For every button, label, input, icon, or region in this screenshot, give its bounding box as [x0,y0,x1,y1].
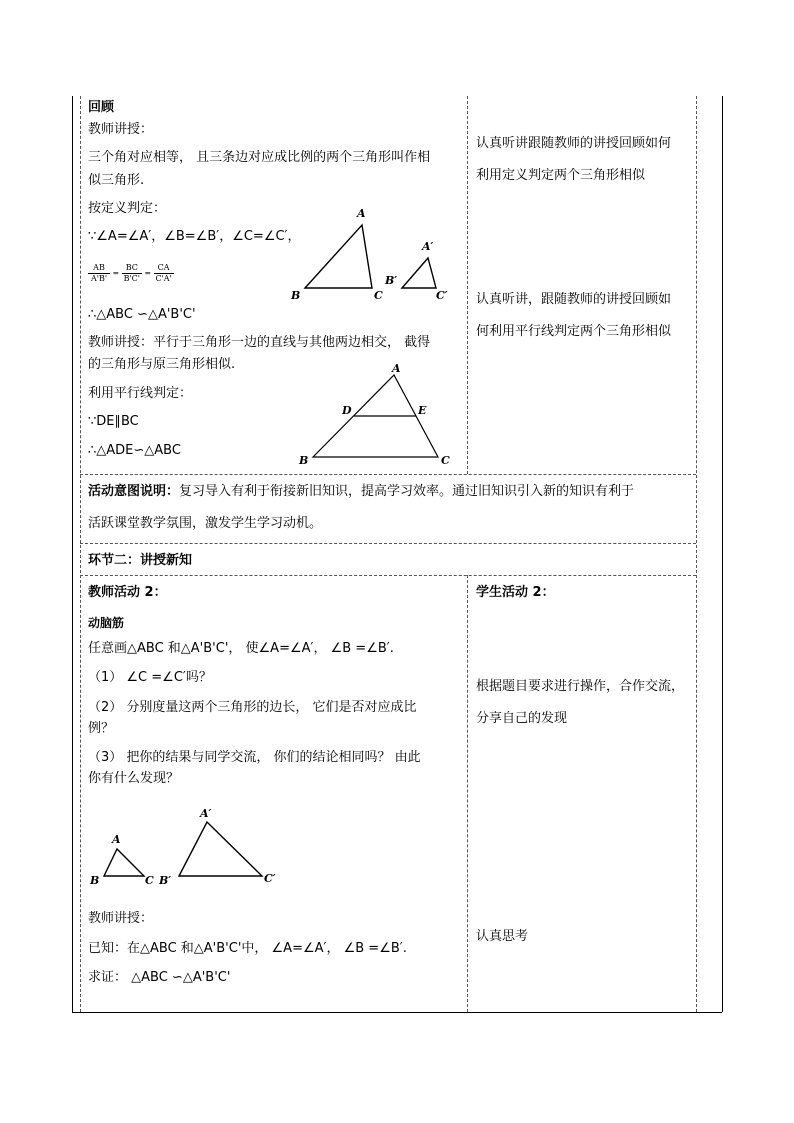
student-activity-2-header: 学生活动 2： [476,585,555,600]
student-review-2-line-1: 认真听讲，跟随教师的讲授回顾如 [476,292,672,307]
activity-intent-text-1: 复习导入有利于衔接新旧知识，提高学习效率。通过旧知识引入新的知识有利于 [179,484,635,499]
given-statement: 已知：在△ABC 和△A'B'C'中， ∠A=∠A′， ∠B =∠B′. [88,941,407,956]
fig3-label-c: C [145,874,154,887]
fig3-label-a: A [112,833,121,846]
activity-intent-label: 活动意图说明： [88,484,180,499]
student-act-line-1: 根据题目要求进行操作，合作交流， [476,679,685,694]
ratio-eq-1: = [112,268,120,278]
table-border-left [72,96,73,1012]
teacher-explain-label: 教师讲授： [88,122,154,137]
ratio-num-1: AB [88,263,110,274]
column-divider-lower [467,575,468,1012]
table-border-right [722,96,723,1012]
ratio-eq-2: = [144,268,152,278]
definition-line-2: 似三角形. [88,173,145,188]
fig3-label-b: B [90,874,100,887]
question-1: （1） ∠C =∠C′吗？ [88,670,212,685]
by-parallel-label: 利用平行线判定： [88,386,193,401]
fig1-label-b: B [291,289,301,302]
activity-intent [88,483,634,501]
parallel-condition: ∵DE∥BC [88,414,139,429]
fig3-label-b-prime: B′ [159,874,172,887]
angles-equal-statement: ∵∠A=∠A′，∠B=∠B′，∠C=∠C′， [88,229,301,244]
fig3-label-c-prime: C′ [264,872,276,885]
fig1-label-a-prime: A′ [422,240,434,253]
question-2-line-2: 例？ [88,721,115,736]
student-act-line-2: 分享自己的发现 [476,711,568,726]
row-divider-2 [80,543,696,544]
question-3-line-1: （3） 把你的结果与同学交流， 你们的结论相同吗？ 由此 [88,750,421,765]
fig1-label-c: C [374,289,383,302]
row-divider-1 [80,474,696,475]
fig2-label-c: C [441,454,450,467]
task-statement: 任意画△ABC 和△A'B'C'， 使∠A=∠A′， ∠B =∠B′. [88,641,394,656]
ratio-num-2: BC [122,263,142,274]
student-review-1-line-2: 利用定义判定两个三角形相似 [476,168,646,183]
inner-right-divider [696,96,697,1012]
row-divider-3 [80,575,696,576]
fig3-label-a-prime: A′ [200,807,212,820]
triangle-abc-small [104,849,144,876]
triangle-a2b2c2-large [179,822,262,876]
ratio-num-3: CA [154,263,174,274]
triangle-a2b2c2 [402,258,436,288]
ratio-den-1: A'B' [90,274,108,283]
inner-left-divider [80,96,81,1012]
prove-statement: 求证： △ABC ∽△A'B'C' [88,970,231,985]
triangle-abc [305,225,372,288]
teacher-explain-2-line-1: 教师讲授：平行于三角形一边的直线与其他两边相交， 截得 [88,335,431,350]
student-think: 认真思考 [476,929,529,944]
by-definition-label: 按定义判定： [88,201,167,216]
fig2-label-d: D [342,404,352,417]
fig1-label-a: A [357,207,366,220]
teacher-explain-2-line-2: 的三角形与原三角形相似. [88,357,236,372]
teacher-activity-2-header: 教师活动 2： [88,585,167,600]
fig2-label-e: E [418,404,427,417]
conclusion-similar-2: ∴△ADE∽△ABC [88,443,181,458]
definition-line-1: 三个角对应相等， 且三条边对应成比例的两个三角形叫作相 [88,150,431,165]
think-heading: 动脑筋 [88,616,125,630]
figure-similar-triangles [285,205,455,305]
question-3-line-2: 你有什么发现？ [88,771,180,786]
question-2-line-1: （2） 分别度量这两个三角形的边长， 它们是否对应成比 [88,700,417,715]
teacher-explain-label-2: 教师讲授： [88,911,154,926]
figure-angle-triangles [84,800,294,895]
fig2-label-a: A [392,362,401,375]
figure-parallel-line-triangle [295,360,460,470]
fig1-label-c-prime: C′ [436,289,448,302]
ratio-den-3: C'A' [155,274,172,283]
fig1-label-b-prime: B′ [385,274,398,287]
ratio-den-2: B'C' [123,274,140,283]
review-heading: 回顾 [88,100,115,115]
section-2-title: 环节二：讲授新知 [88,553,193,568]
student-review-1-line-1: 认真听讲跟随教师的讲授回顾如何 [476,136,672,151]
column-divider-upper [467,96,468,474]
student-review-2-line-2: 何利用平行线判定两个三角形相似 [476,324,672,339]
table-border-bottom [72,1012,722,1013]
ratio-expression [88,263,174,284]
activity-intent-text-2: 活跃课堂教学氛围，激发学生学习动机。 [88,516,323,531]
fig2-label-b: B [299,454,309,467]
conclusion-similar-1: ∴△ABC ∽△A'B'C' [88,307,196,322]
